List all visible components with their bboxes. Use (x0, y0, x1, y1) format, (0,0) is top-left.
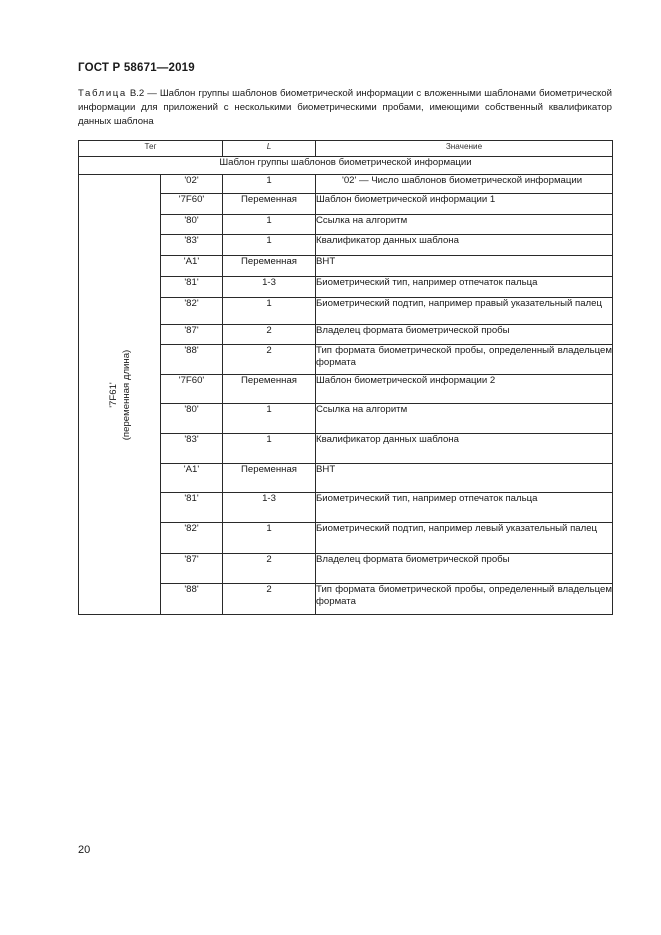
row-tag: '81' (161, 493, 223, 523)
header-length: L (223, 141, 316, 157)
biometric-template-table (78, 140, 613, 615)
row-length: 1 (223, 175, 316, 194)
row-tag: '87' (161, 325, 223, 345)
row-value: Квалификатор данных шаблона (316, 235, 613, 256)
row-tag: '80' (161, 215, 223, 235)
table-row (79, 175, 613, 194)
row-length: Переменная (223, 194, 316, 215)
document-header: ГОСТ Р 58671—2019 (78, 62, 195, 74)
row-length: 1-3 (223, 493, 316, 523)
row-length: 1 (223, 298, 316, 325)
header-value: Значение (316, 141, 613, 157)
row-value: Ссылка на алгоритм (316, 404, 613, 434)
row-value: Биометрический тип, например отпечаток пальца (316, 493, 613, 523)
table-header-row (79, 141, 613, 157)
row-value: Владелец формата биометрической пробы (316, 325, 613, 345)
row-length: 2 (223, 554, 316, 584)
row-tag: '82' (161, 298, 223, 325)
row-value: Тип формата биометрической пробы, определенный владельцем формата (316, 345, 613, 375)
row-value: Владелец формата биометрической пробы (316, 554, 613, 584)
row-tag: 'A1' (161, 464, 223, 493)
row-length: Переменная (223, 464, 316, 493)
row-value: ВНТ (316, 464, 613, 493)
row-tag: '88' (161, 345, 223, 375)
row-value: Шаблон биометрической информации 2 (316, 375, 613, 404)
page-number: 20 (78, 844, 91, 856)
row-tag: '80' (161, 404, 223, 434)
row-tag: '81' (161, 277, 223, 298)
row-value: Шаблон биометрической информации 1 (316, 194, 613, 215)
section-title: Шаблон группы шаблонов биометрической информации (79, 157, 613, 175)
row-tag: '7F60' (161, 194, 223, 215)
row-length: 2 (223, 325, 316, 345)
row-value: ВНТ (316, 256, 613, 277)
row-length: 1 (223, 523, 316, 554)
row-length: Переменная (223, 375, 316, 404)
outer-tag-code: '7F61' (107, 381, 119, 408)
caption-label: Таблица (78, 88, 127, 99)
row-length: 1-3 (223, 277, 316, 298)
row-value: Биометрический подтип, например правый указательный палец (316, 298, 613, 325)
row-tag: '82' (161, 523, 223, 554)
section-title-row (79, 157, 613, 175)
row-length: 1 (223, 434, 316, 464)
header-tag: Тег (79, 141, 223, 157)
table-caption (78, 87, 612, 129)
row-value: Ссылка на алгоритм (316, 215, 613, 235)
row-tag: '87' (161, 554, 223, 584)
row-length: Переменная (223, 256, 316, 277)
caption-text: В.2 — Шаблон группы шаблонов биометрической информации с вложенными шаблонами биометрической информации для приложений с несколькими биометрическими пробами, имеющими собственный квалификатор данных шаблона (78, 88, 612, 127)
row-length: 1 (223, 215, 316, 235)
outer-tag-label (107, 349, 133, 440)
row-length: 1 (223, 235, 316, 256)
row-tag: '7F60' (161, 375, 223, 404)
row-value: '02' — Число шаблонов биометрической информации (316, 175, 613, 194)
outer-tag-cell (79, 175, 161, 615)
row-tag: '83' (161, 235, 223, 256)
row-length: 2 (223, 345, 316, 375)
row-tag: '88' (161, 584, 223, 615)
row-value: Биометрический тип, например отпечаток пальца (316, 277, 613, 298)
row-value: Биометрический подтип, например левый указательный палец (316, 523, 613, 554)
row-length: 1 (223, 404, 316, 434)
row-tag: '02' (161, 175, 223, 194)
row-tag: 'A1' (161, 256, 223, 277)
row-value: Тип формата биометрической пробы, определенный владельцем формата (316, 584, 613, 615)
row-tag: '83' (161, 434, 223, 464)
row-value: Квалификатор данных шаблона (316, 434, 613, 464)
row-length: 2 (223, 584, 316, 615)
outer-tag-length-note: (переменная длина) (120, 349, 132, 440)
